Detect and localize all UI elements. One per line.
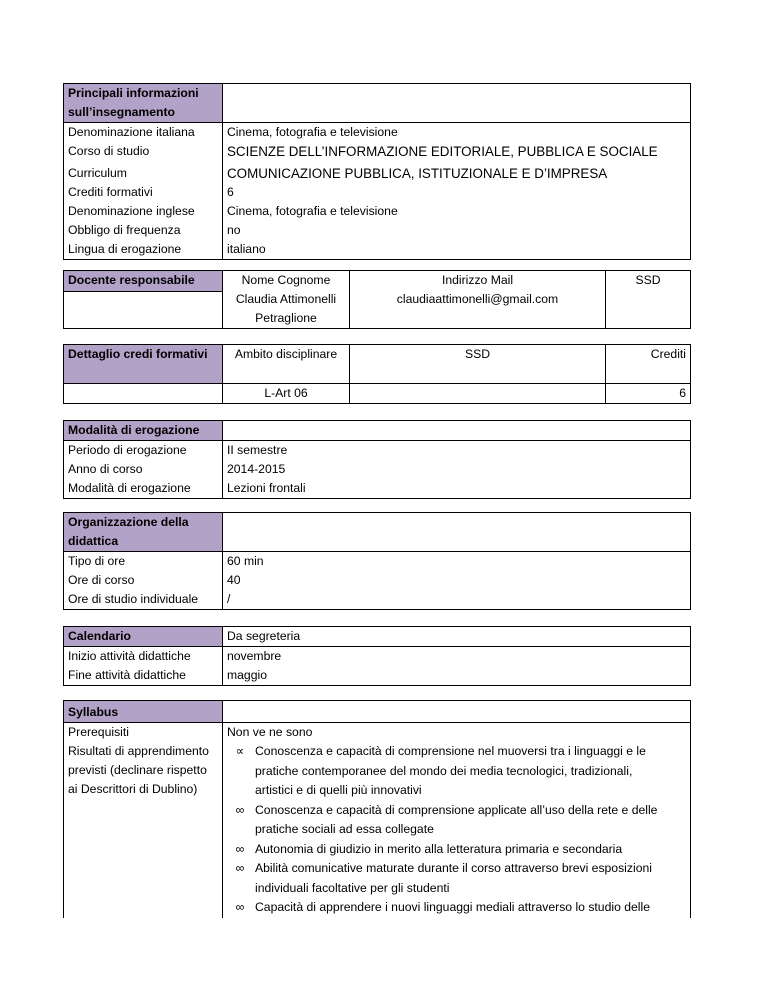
modalita-header: Modalità di erogazione	[64, 421, 223, 441]
crediti-col-ambito: Ambito disciplinare	[223, 345, 350, 384]
organizzazione-label-tipo: Tipo di ore	[64, 552, 223, 572]
crediti-ssd-value	[350, 384, 606, 404]
organizzazione-value-ore-studio: /	[223, 590, 691, 610]
info-value-denominazione-inglese: Cinema, fotografia e televisione	[223, 202, 691, 221]
info-header-empty	[223, 84, 691, 123]
info-value-denominazione-italiana: Cinema, fotografia e televisione	[223, 123, 691, 143]
calendario-value-inizio: novembre	[223, 647, 691, 667]
modalita-label-periodo: Periodo di erogazione	[64, 441, 223, 461]
docente-col-name: Nome Cognome	[241, 273, 331, 287]
calendario-header: Calendario	[64, 627, 223, 647]
risultato-text: Conoscenza e capacità di comprensione applicate all’uso della rete e delle pratiche sociali ad essa collegate	[255, 802, 658, 836]
calendario-table	[63, 626, 691, 686]
organizzazione-header-empty	[223, 513, 691, 552]
organizzazione-header: Organizzazione della didattica	[64, 513, 223, 552]
crediti-empty	[64, 384, 223, 404]
organizzazione-label-ore-corso: Ore di corso	[64, 571, 223, 590]
modalita-value-periodo: II semestre	[223, 441, 691, 461]
info-value-corso: SCIENZE DELL’INFORMAZIONE EDITORIALE, PUBBLICA E SOCIALE	[223, 142, 691, 161]
info-label-lingua: Lingua di erogazione	[64, 240, 223, 260]
proportional-bullet-icon: ∝	[235, 744, 245, 758]
infinity-bullet-icon: ∞	[235, 900, 245, 914]
syllabus-header-empty	[223, 701, 691, 723]
organizzazione-value-tipo: 60 min	[223, 552, 691, 572]
info-table	[63, 83, 691, 260]
info-label-crediti: Crediti formativi	[64, 183, 223, 202]
list-item	[227, 859, 670, 898]
list-item	[227, 801, 670, 840]
crediti-ambito-value: L-Art 06	[223, 384, 350, 404]
syllabus-value-prerequisiti: Non ve ne sono	[223, 723, 691, 743]
infinity-bullet-icon: ∞	[235, 802, 245, 817]
infinity-bullet-icon: ∞	[235, 861, 245, 875]
organizzazione-value-ore-corso: 40	[223, 571, 691, 590]
modalita-table	[63, 420, 691, 499]
calendario-header-value: Da segreteria	[223, 627, 691, 647]
info-value-obbligo: no	[223, 221, 691, 240]
info-label-denominazione-inglese: Denominazione inglese	[64, 202, 223, 221]
calendario-label-inizio: Inizio attività didattiche	[64, 647, 223, 667]
docente-table	[63, 270, 691, 329]
calendario-value-fine: maggio	[223, 666, 691, 686]
docente-header: Docente responsabile	[64, 271, 223, 292]
list-item	[227, 742, 670, 801]
docente-name-cell	[223, 271, 350, 329]
docente-col-ssd: SSD	[606, 271, 691, 329]
info-value-lingua: italiano	[223, 240, 691, 260]
modalita-header-empty	[223, 421, 691, 441]
docente-mail: claudiaattimonelli@gmail.com	[396, 292, 559, 306]
info-label-curriculum: Curriculum	[64, 161, 223, 183]
info-value-curriculum: COMUNICAZIONE PUBBLICA, ISTITUZIONALE E D’IMPRESA	[223, 161, 691, 183]
crediti-col-crediti: Crediti	[606, 345, 691, 384]
list-item	[227, 898, 670, 918]
list-item	[227, 840, 670, 860]
modalita-label-modalita: Modalità di erogazione	[64, 479, 223, 499]
modalita-value-anno: 2014-2015	[223, 460, 691, 479]
modalita-label-anno: Anno di corso	[64, 460, 223, 479]
infinity-bullet-icon: ∞	[235, 841, 245, 856]
docente-empty	[64, 292, 223, 329]
crediti-col-ssd: SSD	[350, 345, 606, 384]
organizzazione-table	[63, 512, 691, 610]
syllabus-label-risultati: Risultati di apprendimento previsti (declinare rispetto ai Descrittori di Dublino)	[64, 742, 223, 918]
modalita-value-modalita: Lezioni frontali	[223, 479, 691, 499]
risultato-text: Conoscenza e capacità di comprensione nel muoversi tra i linguaggi e le pratiche contemporanee del mondo dei media tecnologici, tradizionali, artistici e di quelli più innovativi	[255, 744, 646, 797]
info-label-corso: Corso di studio	[64, 142, 223, 161]
info-value-crediti: 6	[223, 183, 691, 202]
organizzazione-label-ore-studio: Ore di studio individuale	[64, 590, 223, 610]
risultato-text: Autonomia di giudizio in merito alla letteratura primaria e secondaria	[255, 841, 623, 856]
info-label-denominazione-italiana: Denominazione italiana	[64, 123, 223, 143]
syllabus-risultati-cell	[223, 742, 691, 918]
info-label-obbligo: Obbligo di frequenza	[64, 221, 223, 240]
syllabus-label-prerequisiti: Prerequisiti	[64, 723, 223, 743]
risultato-text: Capacità di apprendere i nuovi linguaggi mediali attraverso lo studio delle	[255, 900, 650, 914]
syllabus-table	[63, 700, 691, 918]
crediti-header: Dettaglio credi formativi	[64, 345, 223, 384]
docente-mail-cell	[350, 271, 606, 329]
docente-name: Claudia Attimonelli Petraglione	[235, 292, 337, 325]
syllabus-header: Syllabus	[64, 701, 223, 723]
risultato-text: Abilità comunicative maturate durante il corso attraverso brevi esposizioni individuali facoltative per gli studenti	[255, 861, 652, 895]
calendario-label-fine: Fine attività didattiche	[64, 666, 223, 686]
risultati-list	[227, 742, 670, 918]
crediti-table	[63, 344, 691, 404]
docente-col-mail: Indirizzo Mail	[441, 273, 514, 287]
info-header: Principali informazioni sull’insegnamento	[64, 84, 223, 123]
crediti-value: 6	[606, 384, 691, 404]
